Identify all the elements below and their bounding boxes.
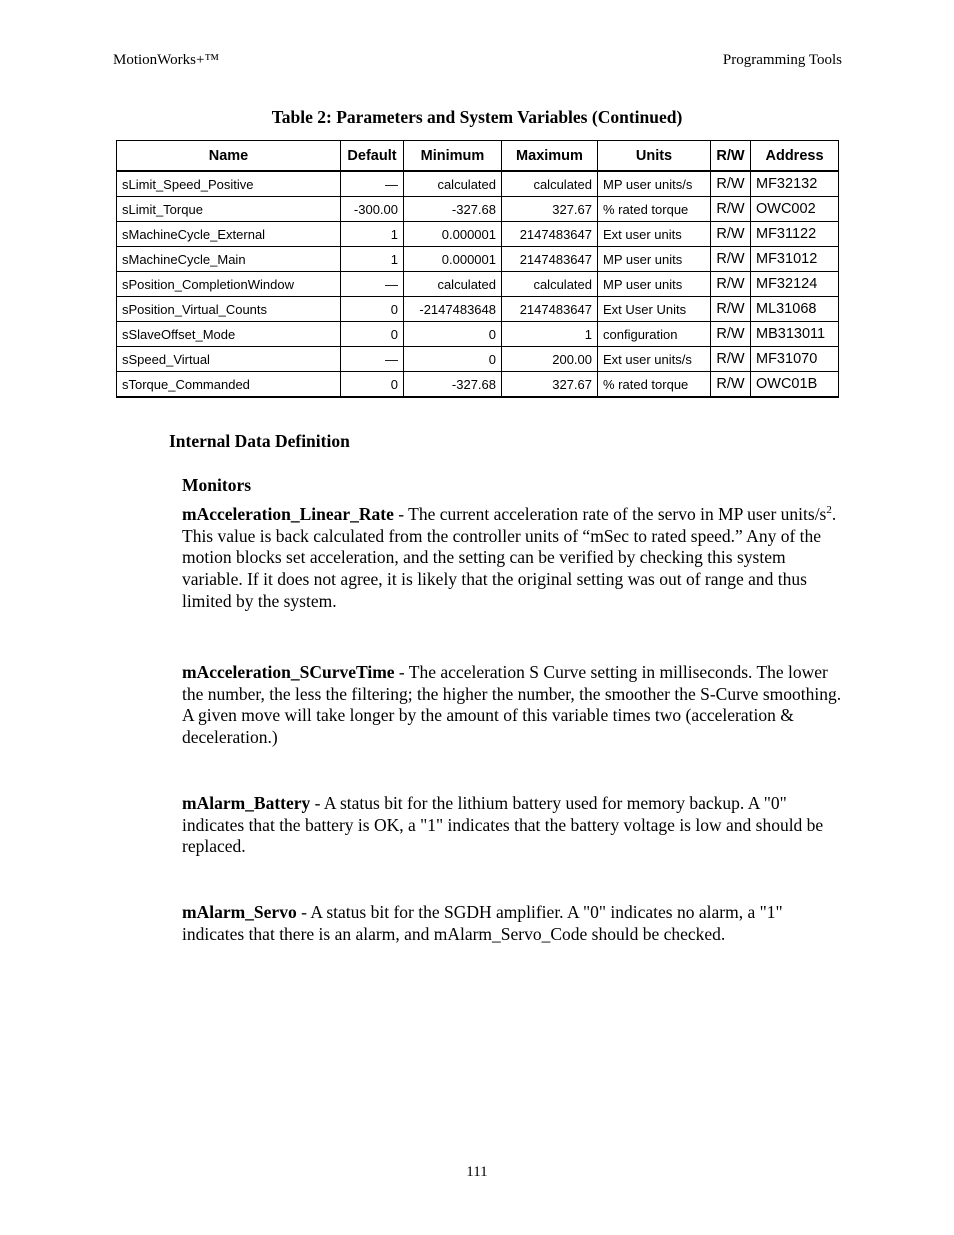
cell-minimum: calculated (404, 272, 502, 297)
table-row (117, 272, 839, 297)
column-header-units: Units (598, 141, 711, 172)
definition-term: mAlarm_Battery (182, 793, 311, 813)
cell-maximum: 1 (502, 322, 598, 347)
cell-default: 0 (341, 372, 404, 398)
table-row (117, 372, 839, 398)
definition-term: mAlarm_Servo (182, 902, 297, 922)
cell-name: sPosition_CompletionWindow (117, 272, 341, 297)
table-row (117, 322, 839, 347)
cell-name: sMachineCycle_Main (117, 247, 341, 272)
table-title: Table 2: Parameters and System Variables (Continued) (271, 107, 683, 127)
cell-name: sTorque_Commanded (117, 372, 341, 398)
cell-minimum: 0.000001 (404, 247, 502, 272)
cell-address: MF31070 (751, 347, 839, 372)
cell-minimum: -327.68 (404, 372, 502, 398)
superscript: 2 (826, 504, 832, 517)
column-header-minimum: Minimum (404, 141, 502, 172)
cell-default: 0 (341, 322, 404, 347)
cell-units: MP user units (598, 272, 711, 297)
header-product-name: MotionWorks+™ (113, 52, 220, 68)
definition-macceleration-linear-rate (182, 504, 844, 613)
cell-maximum: 2147483647 (502, 297, 598, 322)
cell-minimum: -2147483648 (404, 297, 502, 322)
table-row (117, 247, 839, 272)
cell-address: MF31122 (751, 222, 839, 247)
cell-maximum: 327.67 (502, 372, 598, 398)
definition-text: - The acceleration S Curve setting in milliseconds. The lower the number, the less the filtering; the higher the number, the smoother the S-Curve smoothing. A given move will take longer by the amount of this variable times two (acceleration & deceleration.) (182, 662, 842, 748)
definition-text-continued: . This value is back calculated from the controller units of “mSec to rated speed.” Any of the motion blocks set acceleration, and the setting can be verified by checking this system variable. If it does not agree, it is likely that the original setting was out of range and thus limited by the system. (182, 504, 837, 611)
cell-rw: R/W (711, 272, 751, 297)
cell-rw: R/W (711, 297, 751, 322)
cell-default: 1 (341, 222, 404, 247)
cell-maximum: calculated (502, 171, 598, 197)
cell-default: 0 (341, 297, 404, 322)
cell-rw: R/W (711, 372, 751, 398)
cell-default: — (341, 347, 404, 372)
column-header-rw: R/W (711, 141, 751, 172)
cell-maximum: 2147483647 (502, 247, 598, 272)
page-number: 111 (466, 1164, 488, 1180)
section-title: Internal Data Definition (169, 431, 350, 451)
cell-units: Ext User Units (598, 297, 711, 322)
cell-address: OWC002 (751, 197, 839, 222)
table-header-row (117, 141, 839, 172)
definition-term: mAcceleration_Linear_Rate (182, 504, 394, 524)
cell-rw: R/W (711, 247, 751, 272)
cell-maximum: 200.00 (502, 347, 598, 372)
cell-name: sPosition_Virtual_Counts (117, 297, 341, 322)
cell-address: MF32132 (751, 171, 839, 197)
cell-default: — (341, 272, 404, 297)
header-section-name: Programming Tools (722, 52, 842, 68)
cell-rw: R/W (711, 347, 751, 372)
subsection-title: Monitors (182, 475, 252, 495)
cell-default: -300.00 (341, 197, 404, 222)
cell-minimum: -327.68 (404, 197, 502, 222)
cell-address: OWC01B (751, 372, 839, 398)
table-row (117, 347, 839, 372)
definition-text: - A status bit for the SGDH amplifier. A "0" indicates no alarm, a "1" indicates that there is an alarm, and mAlarm_Servo_Code should be checked. (182, 902, 783, 944)
definition-macceleration-scurvetime (182, 662, 844, 749)
cell-maximum: 2147483647 (502, 222, 598, 247)
column-header-address: Address (751, 141, 839, 172)
cell-address: MF31012 (751, 247, 839, 272)
table-row (117, 222, 839, 247)
definition-malarm-servo (182, 902, 844, 945)
cell-units: configuration (598, 322, 711, 347)
cell-minimum: 0 (404, 322, 502, 347)
cell-minimum: 0.000001 (404, 222, 502, 247)
cell-address: ML31068 (751, 297, 839, 322)
definition-term: mAcceleration_SCurveTime (182, 662, 395, 682)
cell-rw: R/W (711, 322, 751, 347)
table-row (117, 171, 839, 197)
cell-minimum: 0 (404, 347, 502, 372)
cell-minimum: calculated (404, 171, 502, 197)
cell-maximum: 327.67 (502, 197, 598, 222)
cell-units: Ext user units/s (598, 347, 711, 372)
table-row (117, 297, 839, 322)
cell-rw: R/W (711, 222, 751, 247)
cell-default: 1 (341, 247, 404, 272)
definition-text: - A status bit for the lithium battery used for memory backup. A "0" indicates that the battery is OK, a "1" indicates that the battery voltage is low and should be replaced. (182, 793, 824, 857)
column-header-default: Default (341, 141, 404, 172)
cell-name: sLimit_Torque (117, 197, 341, 222)
cell-address: MB313011 (751, 322, 839, 347)
cell-name: sSpeed_Virtual (117, 347, 341, 372)
cell-units: MP user units/s (598, 171, 711, 197)
definition-malarm-battery (182, 793, 844, 858)
column-header-name: Name (117, 141, 341, 172)
cell-maximum: calculated (502, 272, 598, 297)
cell-rw: R/W (711, 197, 751, 222)
cell-rw: R/W (711, 171, 751, 197)
cell-units: MP user units (598, 247, 711, 272)
cell-name: sSlaveOffset_Mode (117, 322, 341, 347)
cell-default: — (341, 171, 404, 197)
table-row (117, 197, 839, 222)
definition-text: - The current acceleration rate of the servo in MP user units/s (393, 504, 827, 524)
cell-address: MF32124 (751, 272, 839, 297)
cell-units: % rated torque (598, 372, 711, 398)
cell-name: sMachineCycle_External (117, 222, 341, 247)
cell-units: % rated torque (598, 197, 711, 222)
cell-name: sLimit_Speed_Positive (117, 171, 341, 197)
column-header-maximum: Maximum (502, 141, 598, 172)
cell-units: Ext user units (598, 222, 711, 247)
parameters-table (116, 140, 839, 398)
